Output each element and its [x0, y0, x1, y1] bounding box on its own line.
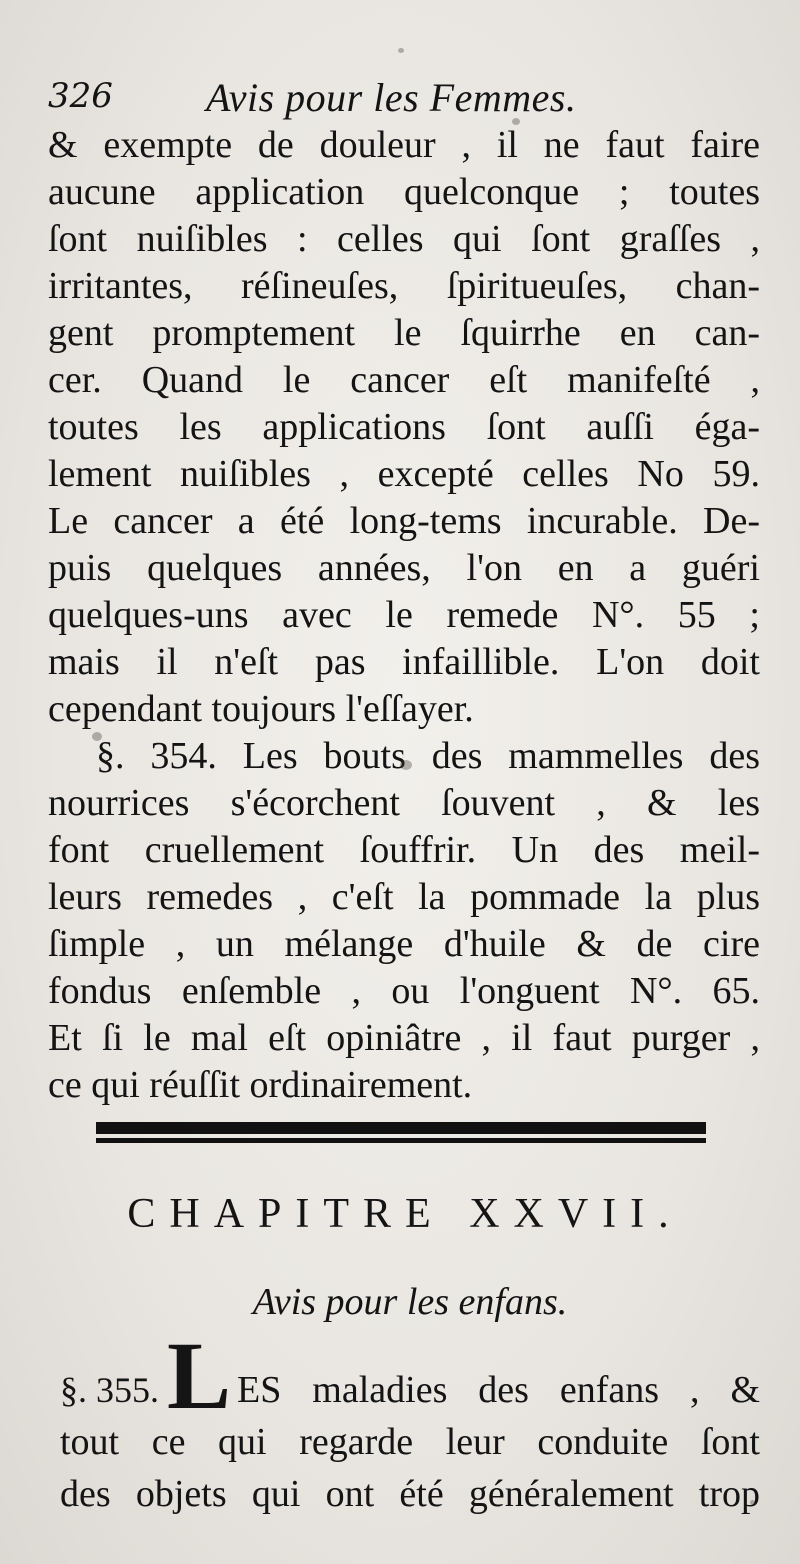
- text-line: ſont nuiſibles : celles qui ſont graſſes ,: [48, 218, 760, 260]
- text-line: tout ce qui regarde leur conduite ſont: [60, 1421, 760, 1463]
- text-line: fondus enſemble , ou l'onguent N°. 65.: [48, 970, 760, 1012]
- text-line: aucune application quelconque ; toutes: [48, 171, 760, 213]
- text-line: puis quelques années, l'on en a guéri: [48, 547, 760, 589]
- text-line: gent promptement le ſquirrhe en can-: [48, 312, 760, 354]
- ink-speck: [512, 118, 520, 125]
- body-text: [48, 122, 760, 1109]
- paragraph-354: [48, 733, 760, 1109]
- page-number: 326: [48, 76, 113, 116]
- section-number: §. 355.: [60, 1370, 159, 1410]
- text-line: des objets qui ont été généralement trop: [60, 1473, 760, 1515]
- chapter-subtitle: Avis pour les enfans.: [252, 1281, 568, 1323]
- text-line: Le cancer a été long-tems incurable. De-: [48, 500, 760, 542]
- paragraph-cancer: [48, 122, 760, 733]
- text-line: §. 354. Les bouts des mammelles des: [96, 735, 760, 777]
- drop-cap: L: [167, 1322, 232, 1429]
- text-line: & exempte de douleur , il ne faut faire: [48, 124, 760, 166]
- divider-thin-rule: [96, 1138, 706, 1143]
- ink-speck: [750, 1500, 755, 1505]
- chapter-opening-line: [60, 1322, 760, 1429]
- text-line: leurs remedes , c'eſt la pommade la plus: [48, 876, 760, 918]
- text-line: cer. Quand le cancer eſt manifeſté ,: [48, 359, 760, 401]
- text-line: mais il n'eſt pas infaillible. L'on doit: [48, 641, 760, 683]
- text-line: toutes les applications ſont auſſi éga-: [48, 406, 760, 448]
- divider-thick-rule: [96, 1122, 706, 1134]
- chapter-body: [60, 1322, 760, 1520]
- running-title: Avis pour les Femmes.: [206, 75, 577, 120]
- chapter-divider: [96, 1122, 706, 1148]
- text-line: cependant toujours l'eſſayer.: [48, 688, 474, 730]
- text-line: Et ſi le mal eſt opiniâtre , il faut purger ,: [48, 1017, 760, 1059]
- ink-speck: [398, 48, 404, 53]
- text-line: font cruellement ſouffrir. Un des meil-: [48, 829, 760, 871]
- text-line: nourrices s'écorchent ſouvent , & les: [48, 782, 760, 824]
- chapter-title: CHAPITRE XXVII.: [127, 1191, 683, 1237]
- ink-speck: [92, 732, 102, 741]
- text-line: ſimple , un mélange d'huile & de cire: [48, 923, 760, 965]
- text-line: ce qui réuſſit ordinairement.: [48, 1064, 473, 1106]
- text-line: irritantes, réſineuſes, ſpiritueuſes, chan-: [48, 265, 760, 307]
- text-line: quelques-uns avec le remede N°. 55 ;: [48, 594, 760, 636]
- page-header: [48, 72, 748, 128]
- ink-speck: [400, 760, 412, 770]
- opening-text: ES maladies des enfans , &: [237, 1369, 760, 1411]
- text-line: lement nuiſibles , excepté celles No 59.: [48, 453, 760, 495]
